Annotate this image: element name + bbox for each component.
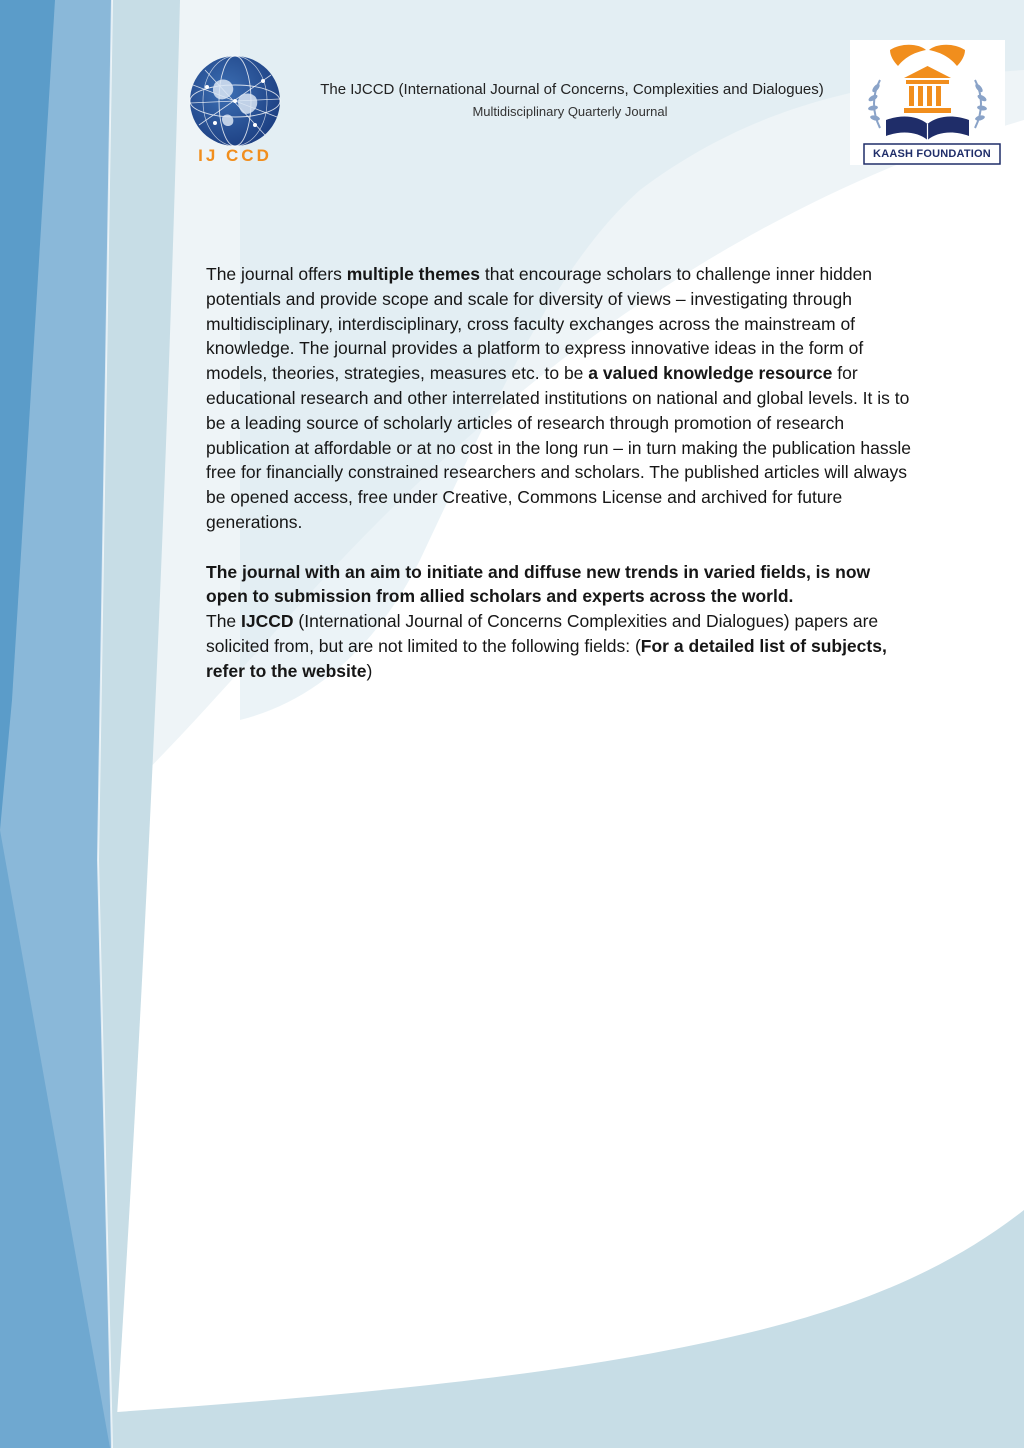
p1-bold-knowledge-resource: a valued knowledge resource [588,363,833,384]
paragraph-journal-themes [206,262,916,535]
light-blue-curve-bottom [0,1210,1024,1448]
kaash-foundation-label: KAASH FOUNDATION [873,148,991,160]
journal-title: The IJCCD (International Journal of Concerns, Complexities and Dialogues) [320,81,824,98]
kaash-foundation-logo [850,40,1005,165]
page-header [0,0,1024,180]
p1-text-3: for educational research and other interrelated institutions on national and global levels. It is to be a leading source of scholarly articles of research through promotion of research publication at affordable or at no cost in the long run – in turn making the publication hassle free for financially constrained researchers and scholars. The published articles will always be opened access, free under Creative, Commons License and archived for future generations. [206,363,911,532]
p1-bold-multiple-themes: multiple themes [346,264,480,284]
journal-subtitle: Multidisciplinary Quarterly Journal [472,104,668,119]
p1-text-1: The journal offers [206,264,347,284]
paragraph-submission-call [206,560,916,684]
p2-text-1: The [206,611,242,632]
p2-text-3: ) [366,660,373,681]
svg-text:IJ CCD: IJ CCD [198,146,272,165]
p2-text-2: (International Journal of Concerns Complexities and Dialogues) papers are solicited from, but are not limited to the following fields: ( [206,611,879,656]
p2-bold-open-submission: The journal with an aim to initiate and diffuse new trends in varied fields, is now open to submission from allied scholars and experts across the world. [206,561,871,607]
p1-text-2: that encourage scholars to challenge inner hidden potentials and provide scope and scale for diversity of views – investigating through multidisciplinary, interdisciplinary, cross faculty exchanges across the mainstream of knowledge. The journal provides a platform to express innovative ideas in the form of models, theories, strategies, measures etc. to be [206,264,873,384]
ijccd-globe-logo [185,55,285,167]
p2-bold-subjects-website: For a detailed list of subjects, refer to the website [206,635,887,681]
main-content [206,262,916,684]
p2-bold-ijccd: IJCCD [241,611,294,632]
